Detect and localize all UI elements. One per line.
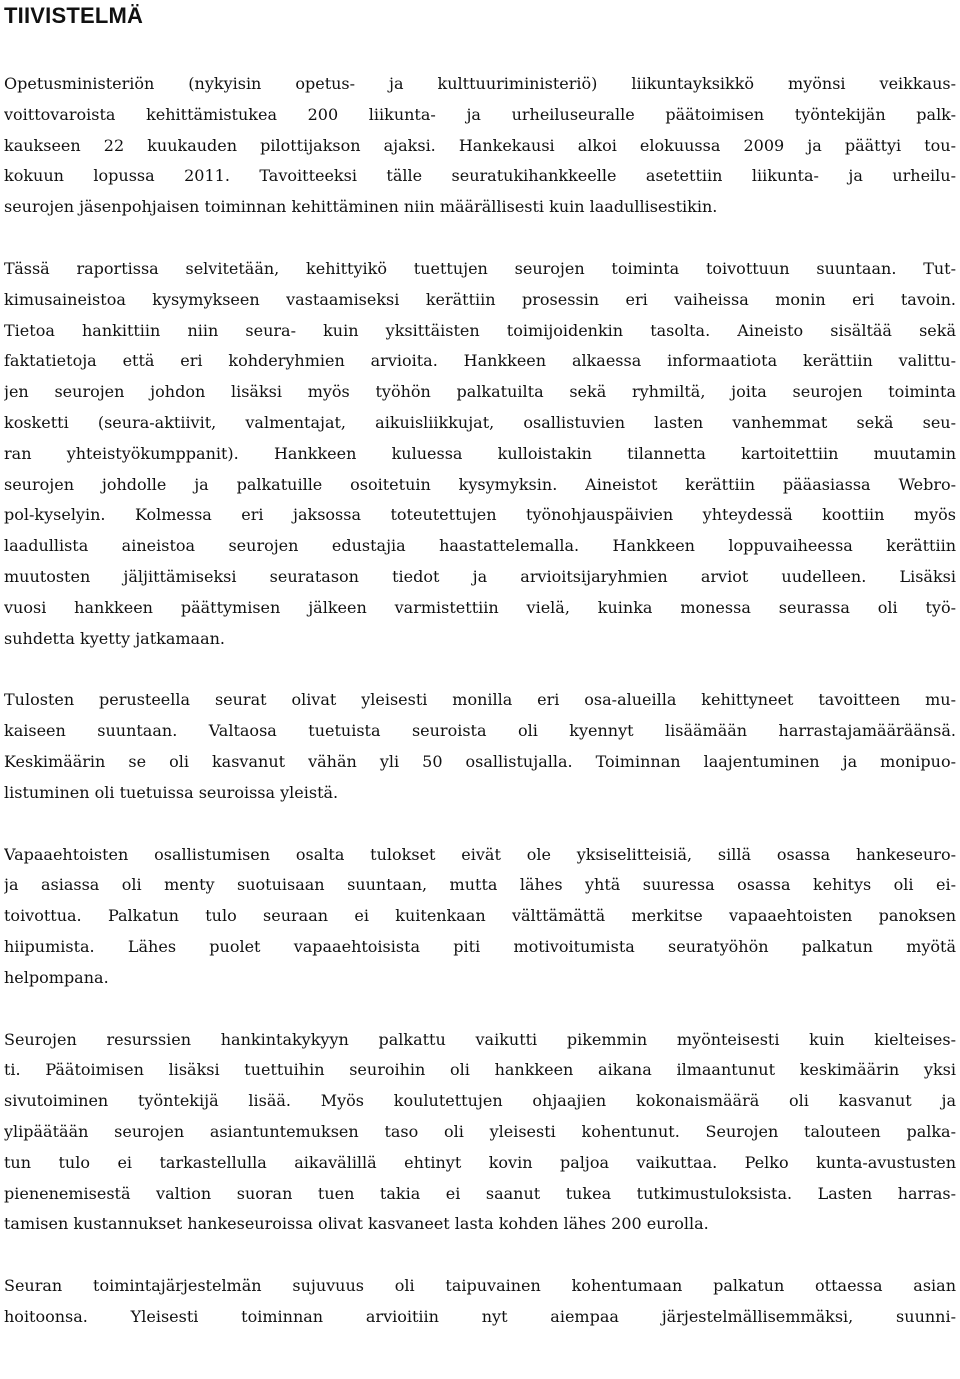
text-line: Tietoa hankittiin niin seura- kuin yksittäisten toimijoidenkin tasolta. Aineisto sisältää sekä bbox=[4, 320, 956, 340]
text-line: Tulosten perusteella seurat olivat yleisesti monilla eri osa-alueilla kehittyneet tavoitteen mu- bbox=[4, 690, 956, 710]
paragraph-methods bbox=[4, 254, 956, 654]
text-line: jen seurojen johdon lisäksi myös työhön palkatuilta sekä ryhmiltä, joita seurojen toiminta bbox=[4, 382, 956, 402]
text-line: kosketti (seura-aktiivit, valmentajat, aikuisliikkujat, osallistuvien lasten vanhemmat sekä seu- bbox=[4, 412, 956, 432]
text-line: suhdetta kyetty jatkamaan. bbox=[4, 628, 226, 648]
text-line: listuminen oli tuetuissa seuroissa yleistä. bbox=[4, 782, 339, 802]
text-line: hiipumista. Lähes puolet vapaaehtoisista piti motivoitumista seuratyöhön palkatun myötä bbox=[4, 936, 956, 956]
text-line: laadullista aineistoa seurojen edustajia haastattelemalla. Hankkeen loppuvaiheessa kerättiin bbox=[4, 536, 956, 556]
paragraph-intro bbox=[4, 69, 956, 223]
text-line: ran yhteistyökumppanit). Hankkeen kuluessa kulloistakin tilannetta kartoitettiin muutamin bbox=[4, 443, 956, 463]
paragraph-resources bbox=[4, 1025, 956, 1241]
text-line: ylipäätään seurojen asiantuntemuksen taso oli yleisesti kohentunut. Seurojen talouteen palka- bbox=[4, 1121, 956, 1141]
text-line: vuosi hankkeen päättymisen jälkeen varmistettiin vielä, kuinka monessa seurassa oli työ- bbox=[4, 597, 956, 617]
text-line: kaukseen 22 kuukauden pilottijakson ajaksi. Hankekausi alkoi elokuussa 2009 ja päättyi tou- bbox=[4, 135, 956, 155]
text-line: ti. Päätoimisen lisäksi tuettuihin seuroihin oli hankkeen aikana ilmaantunut keskimäärin yksi bbox=[4, 1060, 956, 1080]
text-line: kaiseen suuntaan. Valtaosa tuetuista seuroista oli kyennyt lisäämään harrastajamääräänsä. bbox=[4, 721, 956, 741]
text-line: sivutoiminen työntekijä lisää. Myös koulutettujen ohjaajien kokonaismäärä oli kasvanut ja bbox=[4, 1091, 956, 1111]
text-line: kokuun lopussa 2011. Tavoitteeksi tälle seuratukihankkeelle asetettiin liikunta- ja urheilu- bbox=[4, 166, 956, 186]
text-line: pol-kyselyin. Kolmessa eri jaksossa toteutettujen työnohjauspäivien yhteydessä koottiin myös bbox=[4, 505, 956, 525]
text-line: muutosten jäljittämiseksi seuratason tiedot ja arvioitsijaryhmien arviot uudelleen. Lisäksi bbox=[4, 566, 956, 586]
paragraph-results bbox=[4, 685, 956, 808]
paragraph-volunteers bbox=[4, 840, 956, 994]
text-line: tun tulo ei tarkastellulla aikavälillä ehtinyt kovin paljoa vaikuttaa. Pelko kunta-avustusten bbox=[4, 1152, 956, 1172]
page-title: TIIVISTELMÄ bbox=[4, 3, 144, 28]
text-line: voittovaroista kehittämistukea 200 liikunta- ja urheiluseuralle päätoimisen työntekijän palk- bbox=[4, 104, 956, 124]
text-line: tamisen kustannukset hankeseuroissa olivat kasvaneet lasta kohden lähes 200 eurolla. bbox=[4, 1214, 709, 1234]
text-line: hoitoonsa. Yleisesti toiminnan arvioitiin nyt aiempaa järjestelmällisemmäksi, suunni- bbox=[4, 1306, 956, 1326]
text-line: seurojen johdolle ja palkatuille osoitetuin kysymyksin. Aineistot kerättiin pääasiassa Webro- bbox=[4, 474, 956, 494]
text-line: toivottua. Palkatun tulo seuraan ei kuitenkaan välttämättä merkitse vapaaehtoisten panoksen bbox=[4, 906, 956, 926]
text-line: seurojen jäsenpohjaisen toiminnan kehittäminen niin määrällisesti kuin laadullisestikin. bbox=[4, 197, 718, 217]
text-line: Opetusministeriön (nykyisin opetus- ja kulttuuriministeriö) liikuntayksikkö myönsi veikkaus- bbox=[4, 74, 956, 93]
text-line: kimusaineistoa kysymykseen vastaamiseksi kerättiin prosessin eri vaiheissa monin eri tavoin. bbox=[4, 289, 956, 309]
text-line: Seurojen resurssien hankintakykyyn palkattu vaikutti pikemmin myönteisesti kuin kielteises- bbox=[4, 1029, 956, 1049]
text-line: pienenemisestä valtion suoran tuen takia ei saanut tukea tutkimustuloksista. Lasten harras- bbox=[4, 1183, 956, 1203]
text-line: Vapaaehtoisten osallistumisen osalta tulokset eivät ole yksiselitteisiä, sillä osassa hankeseuro- bbox=[4, 844, 956, 864]
text-line: Tässä raportissa selvitetään, kehittyikö tuettujen seurojen toiminta toivottuun suuntaan. Tut- bbox=[4, 258, 956, 278]
text-line: faktatietoja että eri kohderyhmien arvioita. Hankkeen alkaessa informaatiota kerättiin valittu- bbox=[4, 351, 956, 371]
text-line: helpompana. bbox=[4, 967, 109, 987]
paragraph-operations bbox=[4, 1271, 956, 1333]
text-line: Seuran toimintajärjestelmän sujuvuus oli taipuvainen kohentumaan palkatun ottaessa asian bbox=[4, 1276, 956, 1296]
text-line: Keskimäärin se oli kasvanut vähän yli 50 osallistujalla. Toiminnan laajentuminen ja monipuo- bbox=[4, 751, 956, 771]
text-line: ja asiassa oli menty suotuisaan suuntaan, mutta lähes yhtä suuressa osassa kehitys oli ei- bbox=[4, 875, 956, 895]
document-body bbox=[4, 69, 956, 1333]
document-page bbox=[4, 0, 956, 1379]
